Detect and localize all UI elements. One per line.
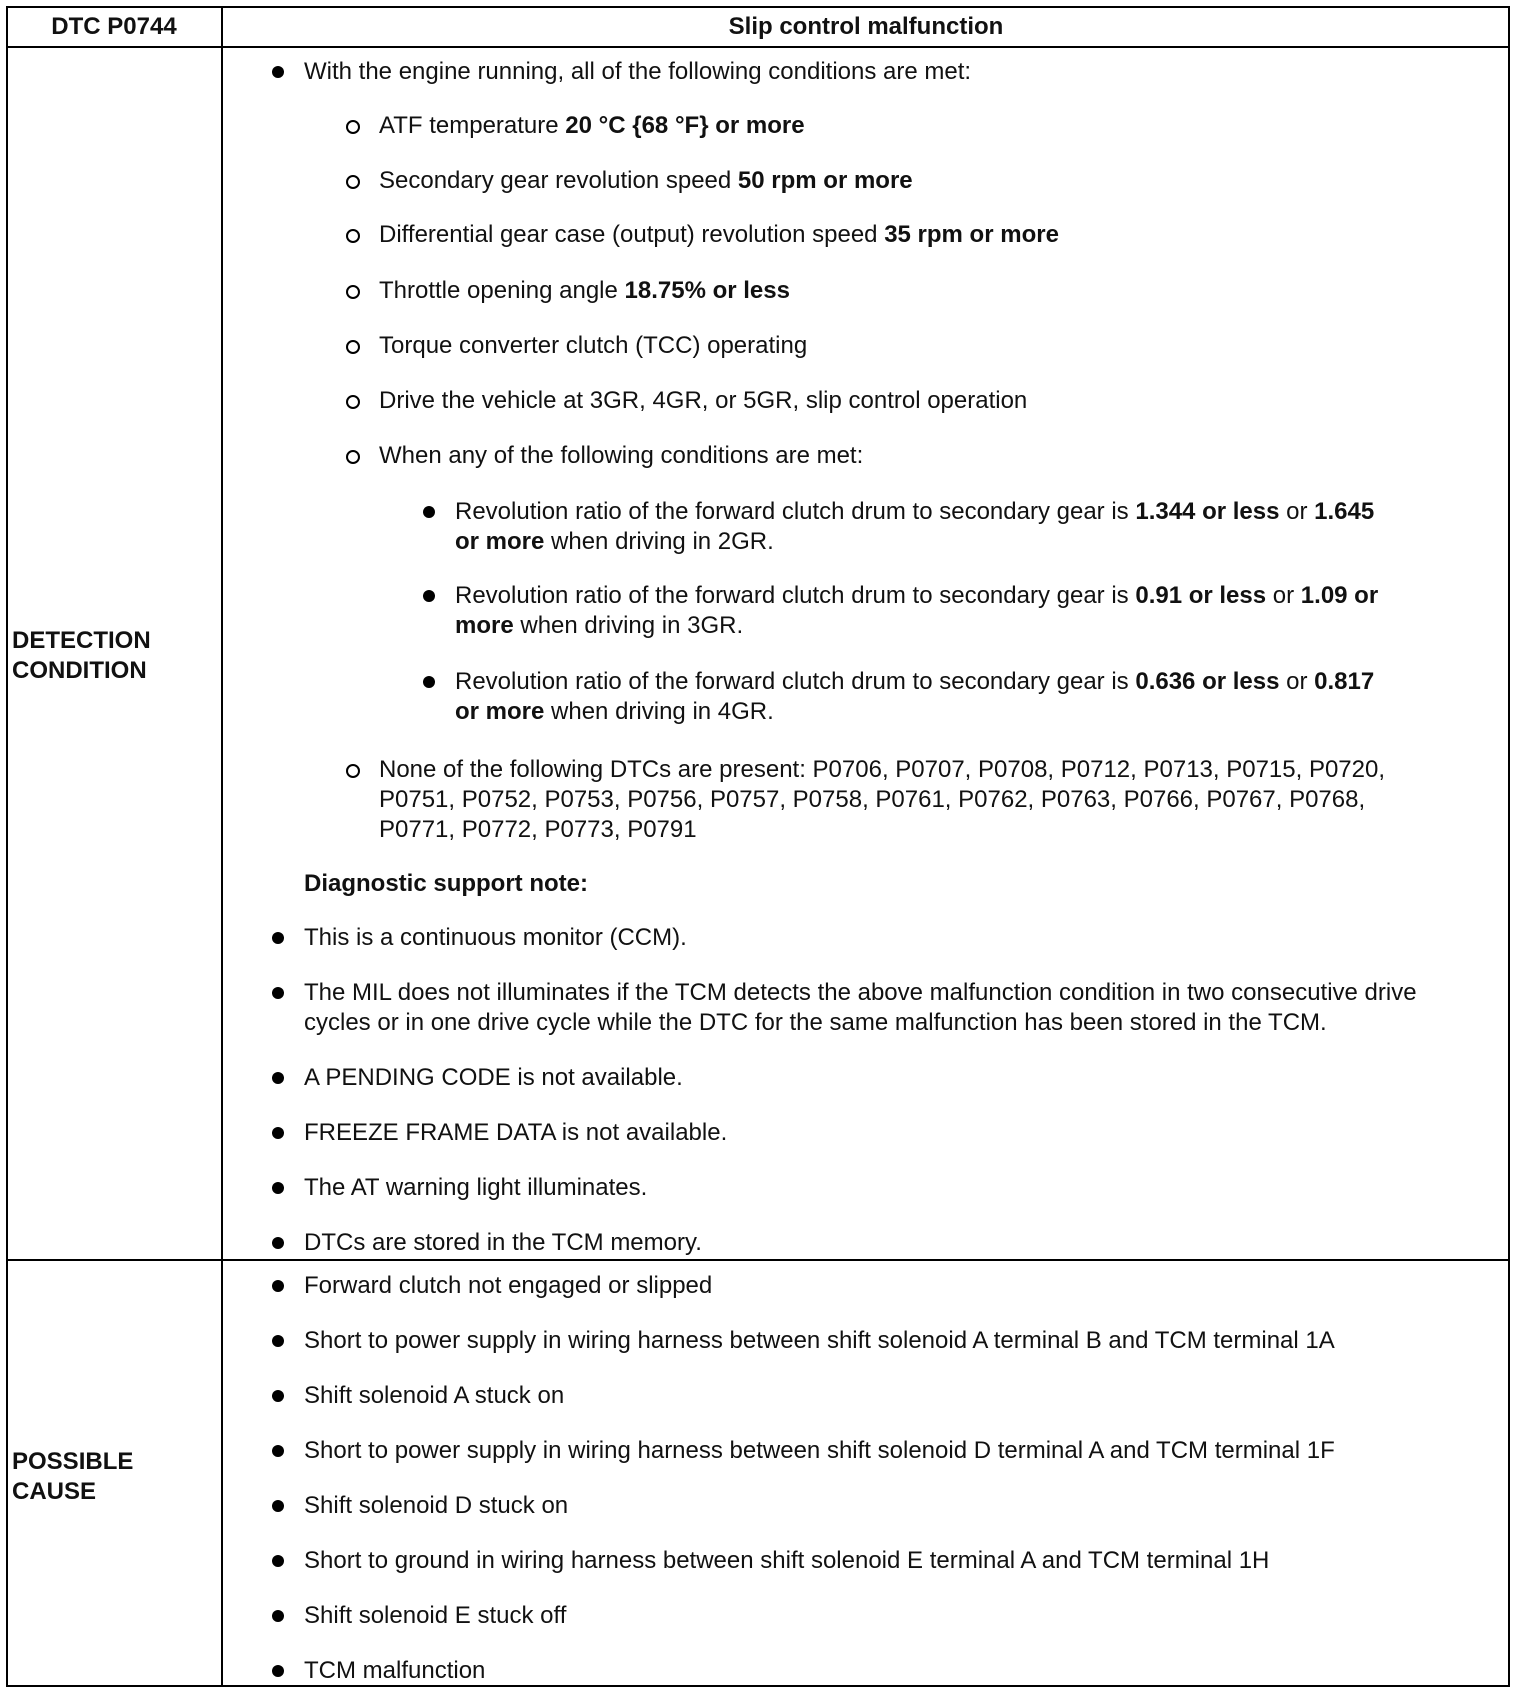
condition-tcc-operating: Torque converter clutch (TCC) operating	[379, 332, 808, 359]
note-continuous-monitor: This is a continuous monitor (CCM).	[304, 924, 687, 951]
circle-bullet-icon	[346, 450, 360, 464]
condition-any-of: When any of the following conditions are met:	[379, 442, 864, 469]
detection-label-line1: DETECTION	[12, 627, 151, 654]
bullet-icon	[272, 1610, 284, 1622]
circle-bullet-icon	[346, 395, 360, 409]
bullet-icon	[272, 1335, 284, 1347]
cause-item: Shift solenoid A stuck on	[304, 1382, 565, 1409]
diagnostic-note-heading: Diagnostic support note:	[304, 870, 588, 897]
header-divider	[6, 46, 1510, 48]
note-dtcs-stored: DTCs are stored in the TCM memory.	[304, 1229, 702, 1256]
excluded-dtcs-line3: P0771, P0772, P0773, P0791	[379, 816, 697, 843]
note-mil-line2: cycles or in one drive cycle while the DTC for the same malfunction has been stored in the TCM.	[304, 1009, 1327, 1036]
cause-item: Shift solenoid D stuck on	[304, 1492, 569, 1519]
cause-label-line2: CAUSE	[12, 1478, 97, 1505]
bullet-icon	[423, 506, 435, 518]
dtc-title: Slip control malfunction	[728, 13, 1004, 40]
circle-bullet-icon	[346, 229, 360, 243]
bullet-icon	[272, 1072, 284, 1084]
condition-atf-temperature: ATF temperature 20 °C {68 °F} or more	[379, 112, 805, 139]
bullet-icon	[272, 1182, 284, 1194]
detection-label-line2: CONDITION	[12, 657, 147, 684]
bullet-icon	[272, 1237, 284, 1249]
condition-drive-gear: Drive the vehicle at 3GR, 4GR, or 5GR, slip control operation	[379, 387, 1028, 414]
ratio-2gr-line1: Revolution ratio of the forward clutch drum to secondary gear is 1.344 or less or 1.645	[455, 498, 1375, 525]
circle-bullet-icon	[346, 285, 360, 299]
cause-label-line1: POSSIBLE	[12, 1448, 134, 1475]
bullet-icon	[272, 932, 284, 944]
bullet-icon	[272, 1500, 284, 1512]
bullet-icon	[272, 1665, 284, 1677]
bullet-icon	[272, 1127, 284, 1139]
bullet-icon	[272, 987, 284, 999]
dtc-code: DTC P0744	[51, 13, 177, 40]
excluded-dtcs-line1: None of the following DTCs are present: P0706, P0707, P0708, P0712, P0713, P0715, P0720,	[379, 756, 1386, 783]
ratio-2gr-line2: or more when driving in 2GR.	[455, 528, 774, 555]
detection-intro: With the engine running, all of the following conditions are met:	[304, 58, 972, 85]
condition-throttle-angle: Throttle opening angle 18.75% or less	[379, 277, 790, 304]
note-warning-light: The AT warning light illuminates.	[304, 1174, 648, 1201]
dtc-table	[6, 6, 1510, 1687]
bullet-icon	[272, 1555, 284, 1567]
bullet-icon	[423, 590, 435, 602]
column-divider	[221, 6, 223, 1687]
cause-item: Short to power supply in wiring harness between shift solenoid D terminal A and TCM terminal 1F	[304, 1437, 1335, 1464]
bullet-icon	[272, 1390, 284, 1402]
ratio-4gr-line1: Revolution ratio of the forward clutch drum to secondary gear is 0.636 or less or 0.817	[455, 668, 1375, 695]
section-divider	[6, 1259, 1510, 1261]
bullet-icon	[272, 1445, 284, 1457]
cause-item: Forward clutch not engaged or slipped	[304, 1272, 713, 1299]
circle-bullet-icon	[346, 340, 360, 354]
note-pending-code: A PENDING CODE is not available.	[304, 1064, 683, 1091]
condition-secondary-gear-speed: Secondary gear revolution speed 50 rpm or more	[379, 167, 913, 194]
note-freeze-frame: FREEZE FRAME DATA is not available.	[304, 1119, 728, 1146]
bullet-icon	[272, 1280, 284, 1292]
cause-item: TCM malfunction	[304, 1657, 486, 1684]
condition-differential-speed: Differential gear case (output) revolution speed 35 rpm or more	[379, 221, 1059, 248]
ratio-3gr-line2: more when driving in 3GR.	[455, 612, 744, 639]
circle-bullet-icon	[346, 175, 360, 189]
ratio-3gr-line1: Revolution ratio of the forward clutch drum to secondary gear is 0.91 or less or 1.09 or	[455, 582, 1379, 609]
cause-item: Shift solenoid E stuck off	[304, 1602, 567, 1629]
circle-bullet-icon	[346, 764, 360, 778]
bullet-icon	[272, 66, 284, 78]
bullet-icon	[423, 676, 435, 688]
ratio-4gr-line2: or more when driving in 4GR.	[455, 698, 774, 725]
note-mil-line1: The MIL does not illuminates if the TCM detects the above malfunction condition in two consecutive drive	[304, 979, 1417, 1006]
excluded-dtcs-line2: P0751, P0752, P0753, P0756, P0757, P0758, P0761, P0762, P0763, P0766, P0767, P0768,	[379, 786, 1366, 813]
circle-bullet-icon	[346, 120, 360, 134]
cause-item: Short to ground in wiring harness between shift solenoid E terminal A and TCM terminal 1H	[304, 1547, 1270, 1574]
cause-item: Short to power supply in wiring harness between shift solenoid A terminal B and TCM terminal 1A	[304, 1327, 1335, 1354]
